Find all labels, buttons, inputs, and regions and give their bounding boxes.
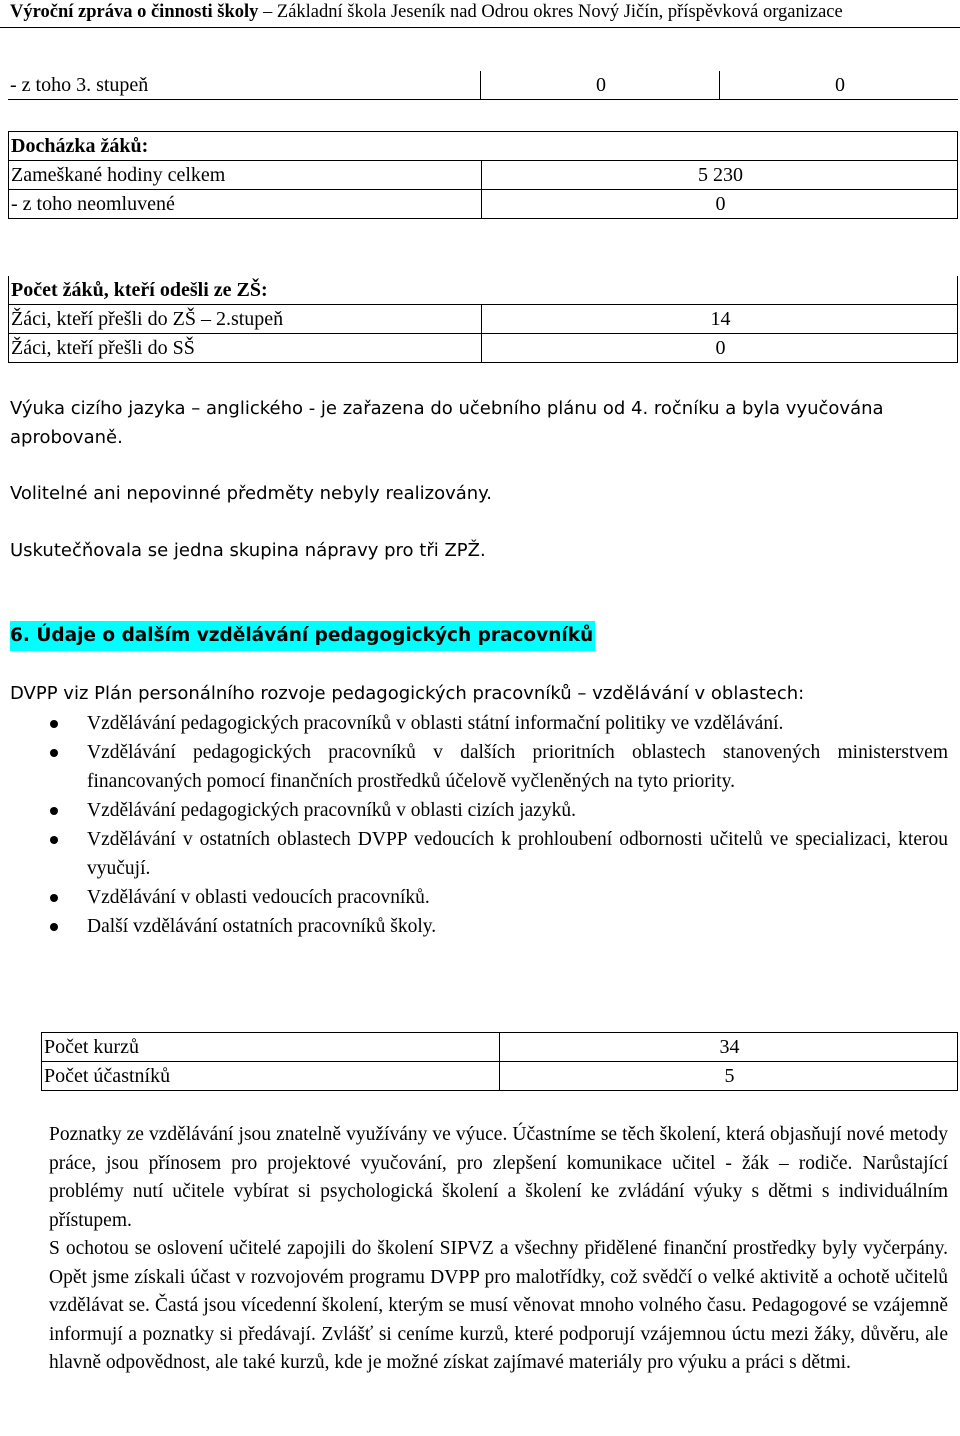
attendance-label: Zameškané hodiny celkem — [9, 161, 482, 190]
table-row — [9, 190, 958, 219]
stats-value: 34 — [500, 1033, 958, 1062]
list-item-text: Vzdělávání pedagogických pracovníků v dalších prioritních oblastech stanovených ministerstvem financovaných pomocí finančních prostředků účelově vyčleněných na tyto priority. — [87, 742, 948, 792]
header-rule — [0, 27, 960, 28]
leavers-label: Žáci, kteří přešli do SŠ — [9, 334, 482, 363]
report-header-school: – Základní škola Jeseník nad Odrou okres Nový Jičín, příspěvková organizace — [258, 2, 843, 22]
training-stats-table — [41, 1032, 958, 1091]
table-row — [9, 334, 958, 363]
leavers-value: 0 — [482, 334, 958, 363]
top-row-value-1: 0 — [481, 71, 720, 100]
report-header — [10, 0, 955, 24]
list-item — [10, 912, 948, 941]
list-item — [10, 709, 948, 738]
leavers-value: 14 — [482, 305, 958, 334]
list-item — [10, 796, 948, 825]
training-paragraph-2: S ochotou se oslovení učitelé zapojili do školení SIPVZ a všechny přidělené finanční prostředky byly vyčerpány. Opět jsme získali účast v rozvojovém programu DVPP pro malotřídky, což svědčí o velké aktivitě a ochotě učitelů vzdělávat se. Častá jsou vícedenní školení, kterým se musí věnovat mnoho volného času. Pedagogové se vzájemně informují a poznatky si předávají. Zvlášť si ceníme kurzů, které podporují vzájemnou úctu mezi žáky, důvěru, ale hlavně odpovědnost, ale také kurzů, kde je možné získat zajímavé materiály pro výuku a práci s dětmi. — [49, 1238, 948, 1373]
table-row — [8, 71, 958, 100]
bullet-icon — [50, 923, 58, 931]
bullet-icon — [50, 749, 58, 757]
bullet-icon — [50, 720, 58, 728]
electives-note: Volitelné ani nepovinné předměty nebyly realizovány. — [10, 483, 492, 504]
table-row — [42, 1033, 958, 1062]
top-row-table — [8, 71, 958, 100]
report-header-title: Výroční zpráva o činnosti školy — [10, 2, 259, 22]
attendance-title: Docházka žáků: — [9, 132, 958, 161]
list-item-text: Vzdělávání pedagogických pracovníků v oblasti cizích jazyků. — [87, 800, 576, 821]
list-item-text: Vzdělávání v oblasti vedoucích pracovníků. — [87, 887, 430, 908]
remedial-note: Uskutečňovala se jedna skupina nápravy pro tři ZPŽ. — [10, 540, 486, 561]
attendance-label: - z toho neomluvené — [9, 190, 482, 219]
leavers-label: Žáci, kteří přešli do ZŠ – 2.stupeň — [9, 305, 482, 334]
leavers-table — [8, 276, 958, 363]
stats-label: Počet kurzů — [42, 1033, 500, 1062]
table-row — [42, 1062, 958, 1091]
section-heading: 6. Údaje o dalším vzdělávání pedagogických pracovníků — [10, 621, 595, 651]
attendance-value: 5 230 — [482, 161, 958, 190]
list-item — [10, 883, 948, 912]
stats-value: 5 — [500, 1062, 958, 1091]
attendance-table — [8, 131, 958, 219]
stats-label: Počet účastníků — [42, 1062, 500, 1091]
top-row-value-2: 0 — [720, 71, 959, 100]
section-intro: DVPP viz Plán personálního rozvoje pedagogických pracovníků – vzdělávání v oblastech: — [10, 683, 805, 704]
leavers-title: Počet žáků, kteří odešli ze ZŠ: — [9, 276, 958, 305]
top-row-label: - z toho 3. stupeň — [8, 71, 481, 100]
attendance-value: 0 — [482, 190, 958, 219]
training-areas-list — [10, 709, 948, 941]
list-item — [10, 825, 948, 883]
table-row — [9, 161, 958, 190]
list-item — [10, 738, 948, 796]
bullet-icon — [50, 894, 58, 902]
training-paragraph — [49, 1121, 948, 1378]
training-paragraph-1: Poznatky ze vzdělávání jsou znatelně využívány ve výuce. Účastníme se těch školení, která objasňují nové metody práce, jsou přínosem pro projektové vyučování, pro zlepšení komunikace učitel - žák – rodiče. Narůstající problémy nutí učitele vybírat si psychologická školení a školení ke zvládání výuky s dětmi s individuálním přístupem. — [49, 1124, 948, 1231]
table-row — [9, 305, 958, 334]
bullet-icon — [50, 836, 58, 844]
list-item-text: Další vzdělávání ostatních pracovníků školy. — [87, 916, 437, 937]
bullet-icon — [50, 807, 58, 815]
language-note: Výuka cizího jazyka – anglického - je zařazena do učebního plánu od 4. ročníku a byla vyučována aprobovaně. — [10, 398, 884, 448]
list-item-text: Vzdělávání v ostatních oblastech DVPP vedoucích k prohloubení odbornosti učitelů ve specializaci, kterou vyučují. — [87, 829, 948, 879]
list-item-text: Vzdělávání pedagogických pracovníků v oblasti státní informační politiky ve vzdělávání. — [87, 713, 784, 734]
